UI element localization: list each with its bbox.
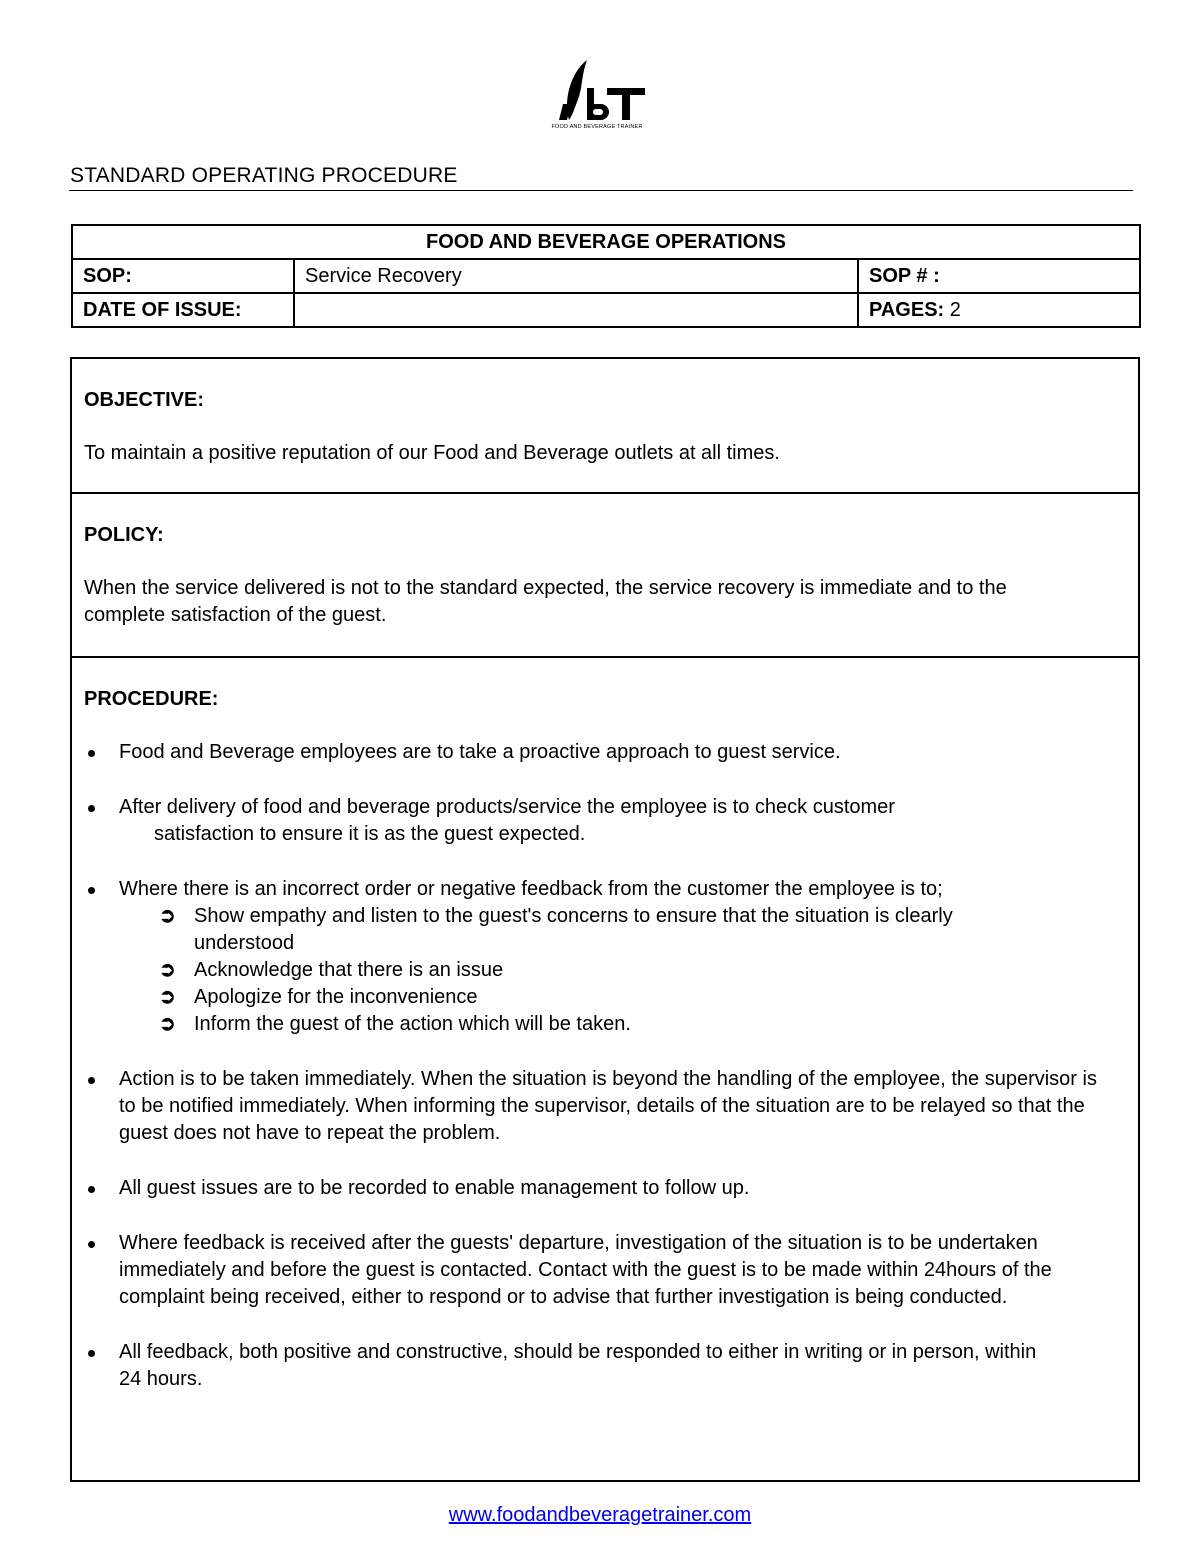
document-heading: STANDARD OPERATING PROCEDURE	[70, 164, 458, 187]
date-label: DATE OF ISSUE:	[72, 293, 294, 327]
bullet-icon	[88, 1241, 95, 1248]
bullet-icon	[88, 1186, 95, 1193]
sub-list	[119, 903, 1126, 1038]
objective-section	[70, 357, 1140, 494]
pages-value: 2	[944, 298, 961, 321]
list-item: All guest issues are to be recorded to enable management to follow up.	[84, 1175, 1126, 1202]
procedure-title: PROCEDURE:	[84, 688, 219, 710]
logo-subtitle: FOOD AND BEVERAGE TRAINER	[551, 124, 643, 130]
arrow-icon: ➲	[159, 905, 176, 927]
bullet-icon	[88, 887, 95, 894]
procedure-section	[70, 656, 1140, 1482]
list-item: Action is to be taken immediately. When the situation is beyond the handling of the employee, the supervisor is to be notified immediately. When informing the supervisor, details of the situation are to be relayed so that the guest does not have to repeat the problem.	[84, 1066, 1104, 1147]
list-item: After delivery of food and beverage products/service the employee is to check customer satisfaction to ensure it is as the guest expected.	[84, 794, 1126, 848]
policy-text: When the service delivered is not to the standard expected, the service recovery is immediate and to the complete satisfaction of the guest.	[84, 577, 1007, 626]
sub-list-item: ➲ Show empathy and listen to the guest's concerns to ensure that the situation is clearly understood	[159, 905, 953, 954]
bullet-icon	[88, 750, 95, 757]
sub-list-item: ➲ Acknowledge that there is an issue	[159, 957, 1126, 984]
department-title: FOOD AND BEVERAGE OPERATIONS	[72, 225, 1140, 259]
list-item: Where feedback is received after the guests' departure, investigation of the situation is to be undertaken immediately and before the guest is contacted. Contact with the guest is to be made within 24hours of the complaint being received, either to respond or to advise that further investigation is being conducted.	[84, 1230, 1079, 1311]
bullet-icon	[88, 1350, 95, 1357]
sub-list-item: ➲ Inform the guest of the action which will be taken.	[159, 1011, 1126, 1038]
list-item: Food and Beverage employees are to take a proactive approach to guest service.	[84, 739, 1126, 766]
heading-divider	[69, 190, 1133, 191]
list-item: Where there is an incorrect order or negative feedback from the customer the employee is to; ➲ Show empathy and listen to the guest's concerns to ensure that the situation is clearly understood ➲ Acknowledge that there is an issue ➲ Apologize for the inconvenience ➲ Inform the guest of the action which will be taken.	[84, 876, 1126, 1038]
footer-website-link[interactable]: www.foodandbeveragetrainer.com	[448, 1504, 752, 1526]
sop-value: Service Recovery	[294, 259, 858, 293]
sop-number-label: SOP # :	[869, 264, 940, 287]
pages-cell	[858, 293, 1140, 327]
sop-number-cell	[858, 259, 1140, 293]
bullet-icon	[88, 1077, 95, 1084]
policy-title: POLICY:	[84, 524, 164, 546]
arrow-icon: ➲	[159, 1013, 176, 1035]
feather-icon	[567, 60, 587, 120]
list-item: All feedback, both positive and constructive, should be responded to either in writing or in person, within 24 hours.	[84, 1339, 1054, 1393]
sop-label: SOP:	[72, 259, 294, 293]
objective-title: OBJECTIVE:	[84, 389, 205, 411]
sub-list-item: ➲ Apologize for the inconvenience	[159, 984, 1126, 1011]
date-value	[294, 293, 858, 327]
arrow-icon: ➲	[159, 959, 176, 981]
bullet-icon	[88, 805, 95, 812]
policy-section	[70, 492, 1140, 658]
pages-label: PAGES:	[869, 298, 945, 321]
procedure-list	[84, 739, 1126, 1393]
objective-text: To maintain a positive reputation of our Food and Beverage outlets at all times.	[84, 442, 780, 464]
arrow-icon: ➲	[159, 986, 176, 1008]
sop-info-table	[71, 224, 1141, 328]
